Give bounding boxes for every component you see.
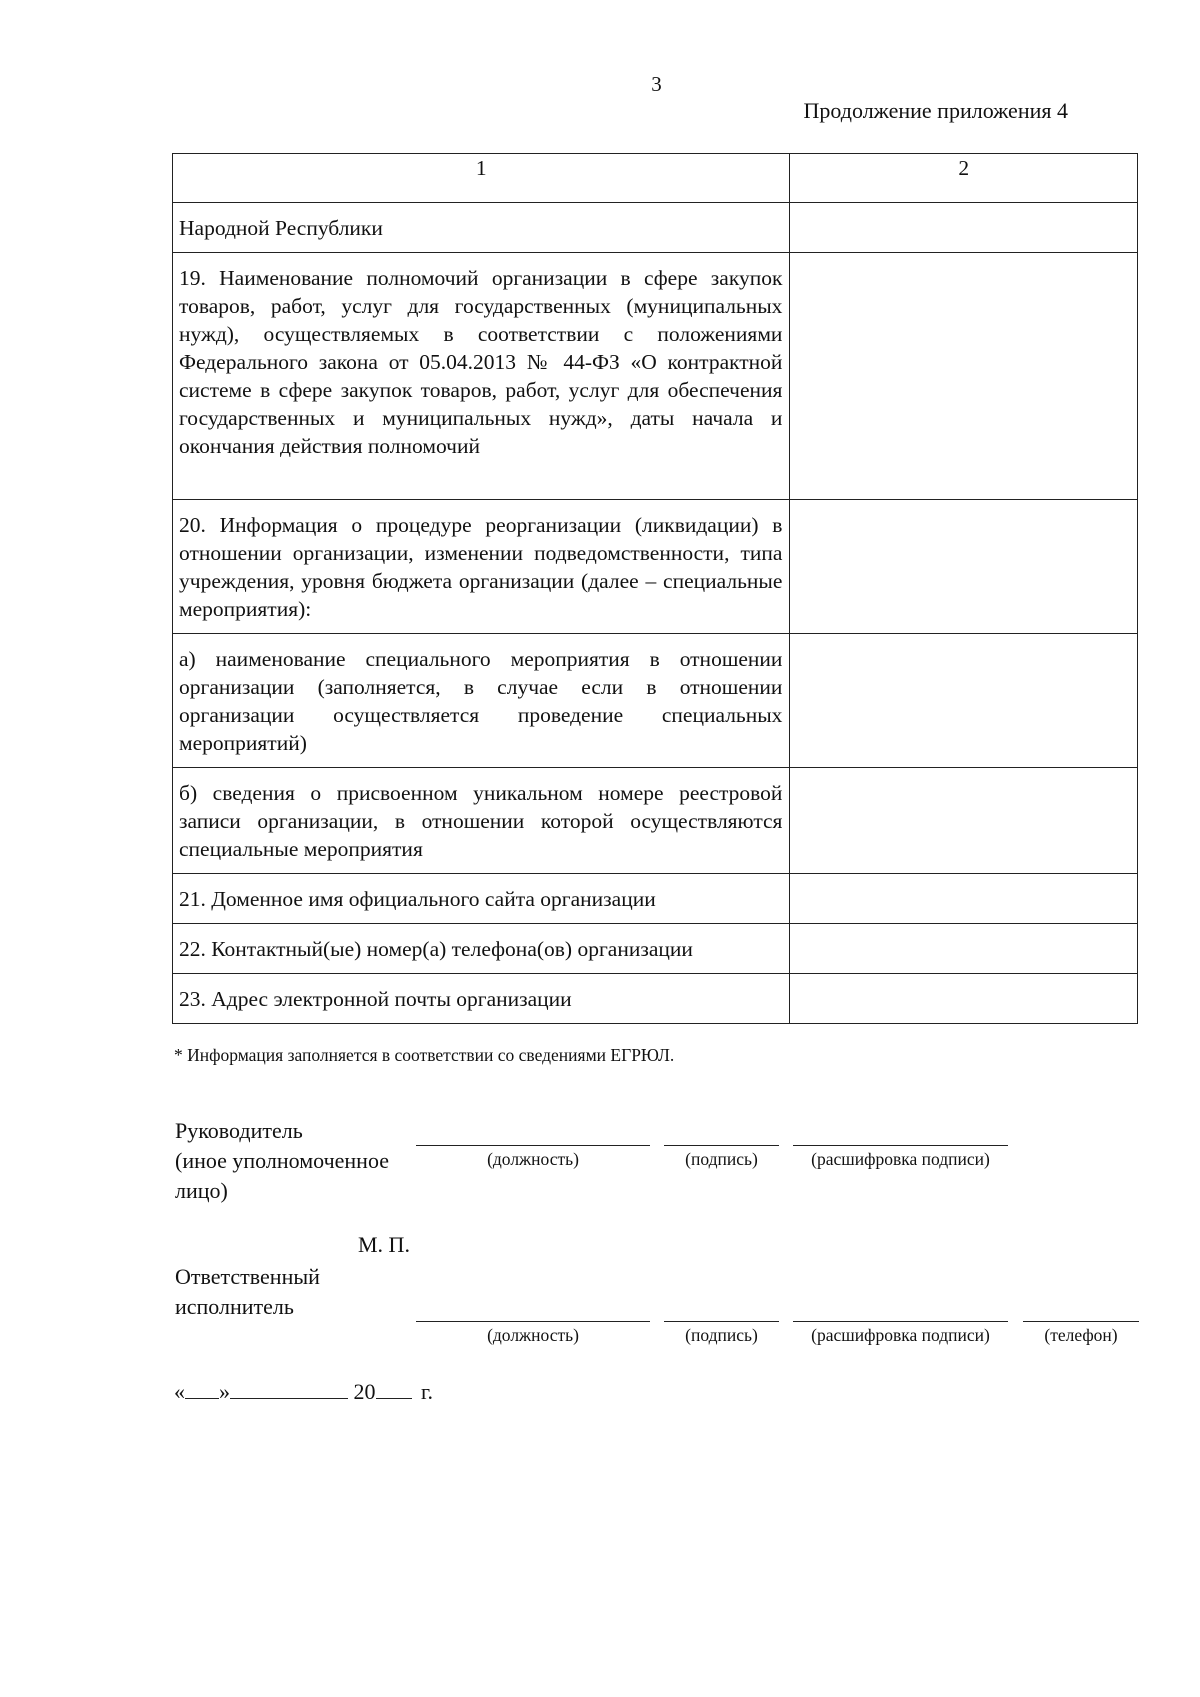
footnote: * Информация заполняется в соответствии со сведениями ЕГРЮЛ.: [174, 1045, 675, 1065]
date-suffix: г.: [421, 1379, 434, 1404]
value-cell[interactable]: [790, 874, 1138, 924]
date-open-quote: «: [174, 1379, 185, 1404]
row-label: Народной Республики: [179, 216, 383, 240]
head-label: [175, 1116, 389, 1206]
head-position-caption: (должность): [487, 1149, 579, 1169]
value-cell[interactable]: [790, 203, 1138, 253]
date-year-prefix: 20: [353, 1379, 376, 1404]
head-signature-caption: (подпись): [685, 1149, 758, 1169]
value-cell[interactable]: [790, 924, 1138, 974]
page-number: 3: [651, 72, 662, 96]
row-label: 22. Контактный(ые) номер(а) телефона(ов) организации: [179, 937, 693, 961]
executor-label-line: Ответственный: [175, 1264, 320, 1289]
table-row: [173, 974, 1138, 1024]
table-row: [173, 874, 1138, 924]
head-decoding-line[interactable]: [793, 1145, 1008, 1146]
value-cell[interactable]: [790, 500, 1138, 634]
row-label: б) сведения о присвоенном уникальном номере реестровой записи организации, в отношении которой осуществляются специальные мероприятия: [179, 781, 783, 861]
table-row: [173, 768, 1138, 874]
executor-decoding-caption: (расшифровка подписи): [811, 1325, 990, 1345]
row-label: 21. Доменное имя официального сайта организации: [179, 887, 656, 911]
executor-phone-caption: (телефон): [1044, 1325, 1118, 1345]
form-table: [172, 153, 1138, 1024]
column-header-1: 1: [173, 154, 790, 203]
head-label-line: Руководитель: [175, 1118, 303, 1143]
table-row: [173, 924, 1138, 974]
executor-signature-caption: (подпись): [685, 1325, 758, 1345]
executor-phone-line[interactable]: [1023, 1321, 1139, 1322]
seal-mark: М. П.: [358, 1232, 410, 1257]
value-cell[interactable]: [790, 974, 1138, 1024]
head-label-line: лицо): [175, 1178, 228, 1203]
executor-position-line[interactable]: [416, 1321, 650, 1322]
table-header-row: [173, 154, 1138, 203]
row-label: а) наименование специального мероприятия в отношении организации (заполняется, в случае если в отношении организации осуществляется проведение специальных мероприятий): [179, 647, 783, 755]
executor-position-caption: (должность): [487, 1325, 579, 1345]
executor-signature-line[interactable]: [664, 1321, 779, 1322]
executor-label: [175, 1262, 320, 1322]
column-header-2: 2: [790, 154, 1138, 203]
value-cell[interactable]: [790, 768, 1138, 874]
head-decoding-caption: (расшифровка подписи): [811, 1149, 990, 1169]
row-label: 19. Наименование полномочий организации в сфере закупок товаров, работ, услуг для государственных (муниципальных нужд), осуществляемых в соответствии с положениями Федерального закона от 05.04.2013 № 44-ФЗ «О контрактной системе в сфере закупок товаров, работ, услуг для обеспечения государственных и муниципальных нужд», даты начала и окончания действия полномочий: [179, 266, 783, 458]
table-row: [173, 500, 1138, 634]
value-cell[interactable]: [790, 634, 1138, 768]
date-line: [174, 1378, 433, 1405]
date-month-blank[interactable]: [230, 1378, 348, 1399]
row-label: 23. Адрес электронной почты организации: [179, 987, 572, 1011]
table-row: [173, 203, 1138, 253]
continuation-label: Продолжение приложения 4: [803, 98, 1068, 123]
head-position-line[interactable]: [416, 1145, 650, 1146]
head-signature-line[interactable]: [664, 1145, 779, 1146]
executor-label-line: исполнитель: [175, 1294, 294, 1319]
table-row: [173, 253, 1138, 500]
value-cell[interactable]: [790, 253, 1138, 500]
table-row: [173, 634, 1138, 768]
date-day-blank[interactable]: [185, 1378, 219, 1399]
row-label: 20. Информация о процедуре реорганизации (ликвидации) в отношении организации, изменении подведомственности, типа учреждения, уровня бюджета организации (далее – специальные мероприятия):: [179, 513, 783, 621]
executor-decoding-line[interactable]: [793, 1321, 1008, 1322]
head-label-line: (иное уполномоченное: [175, 1148, 389, 1173]
date-close-quote: »: [219, 1379, 230, 1404]
date-year-blank[interactable]: [376, 1378, 412, 1399]
